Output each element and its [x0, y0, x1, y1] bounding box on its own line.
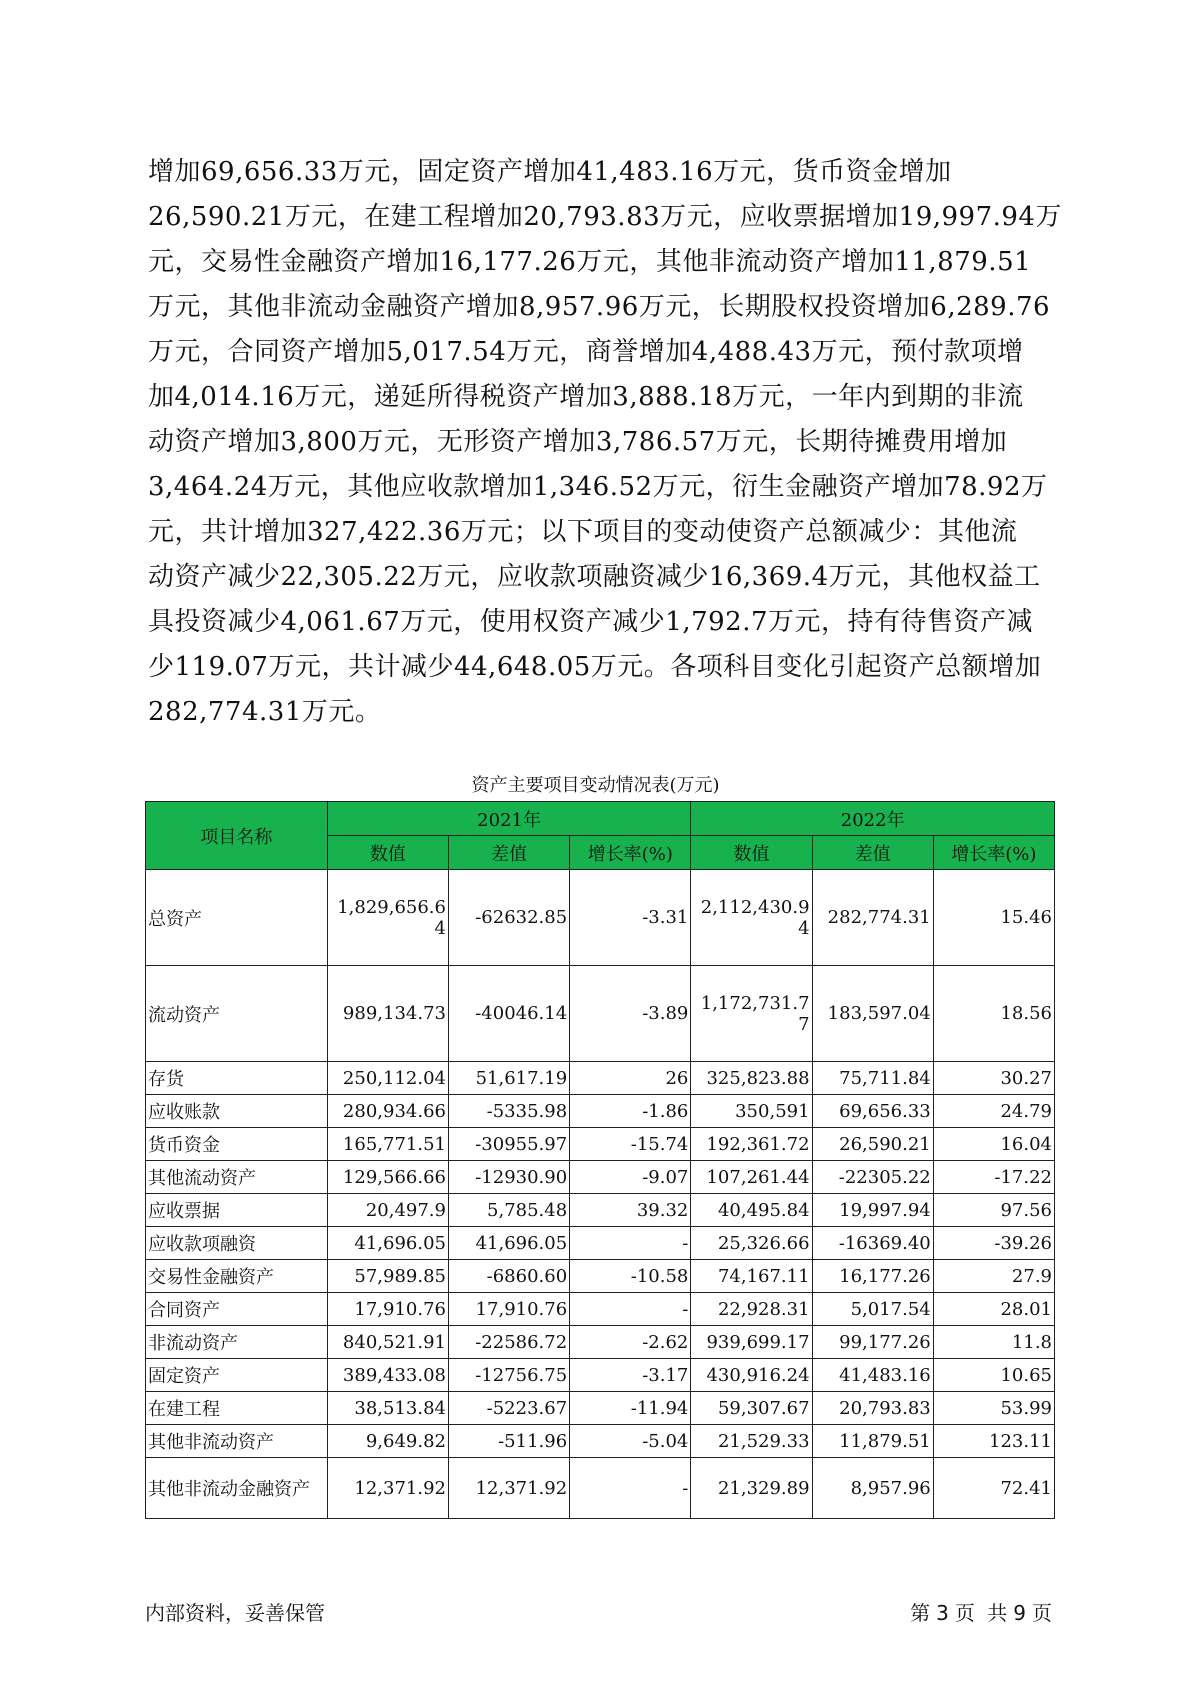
cell: 129,566.66	[327, 1161, 448, 1194]
cell: -5.04	[570, 1425, 691, 1458]
page-label: 页	[954, 1601, 975, 1625]
cell: -15.74	[570, 1128, 691, 1161]
row-name: 应收账款	[146, 1095, 328, 1128]
table-caption: 资产主要项目变动情况表(万元)	[471, 775, 720, 796]
cell: -5223.67	[448, 1392, 569, 1425]
cell: 19,997.94	[812, 1194, 933, 1227]
cell: -12756.75	[448, 1359, 569, 1392]
paragraph-line: 3,464.24万元，其他应收款增加1,346.52万元，衍生金融资产增加78.92万	[148, 472, 1048, 502]
confidential-note: 内部资料，妥善保管	[145, 1601, 325, 1625]
cell: 5,785.48	[448, 1194, 569, 1227]
cell: 12,371.92	[327, 1458, 448, 1519]
table-row	[146, 1161, 1055, 1194]
header-value: 数值	[327, 836, 448, 870]
row-name: 应收款项融资	[146, 1227, 328, 1260]
paragraph-line: 26,590.21万元，在建工程增加20,793.83万元，应收票据增加19,997.94万	[148, 202, 1062, 232]
cell: -9.07	[570, 1161, 691, 1194]
cell: -2.62	[570, 1326, 691, 1359]
cell: 840,521.91	[327, 1326, 448, 1359]
table-row	[146, 1293, 1055, 1326]
cell: -511.96	[448, 1425, 569, 1458]
cell: 16.04	[933, 1128, 1054, 1161]
cell: 26,590.21	[812, 1128, 933, 1161]
cell: -62632.85	[448, 870, 569, 966]
cell: 28.01	[933, 1293, 1054, 1326]
header-year-2021: 2021年	[327, 802, 691, 836]
cell: 69,656.33	[812, 1095, 933, 1128]
cell: 20,793.83	[812, 1392, 933, 1425]
header-growth: 增长率(%)	[570, 836, 691, 870]
cell: 21,529.33	[691, 1425, 812, 1458]
cell: 41,696.05	[327, 1227, 448, 1260]
row-name: 合同资产	[146, 1293, 328, 1326]
row-name: 其他非流动资产	[146, 1425, 328, 1458]
cell: 38,513.84	[327, 1392, 448, 1425]
table-row	[146, 1062, 1055, 1095]
cell: 192,361.72	[691, 1128, 812, 1161]
cell: 27.9	[933, 1260, 1054, 1293]
row-name: 存货	[146, 1062, 328, 1095]
header-diff: 差值	[812, 836, 933, 870]
cell: 17,910.76	[327, 1293, 448, 1326]
cell: 40,495.84	[691, 1194, 812, 1227]
cell: 20,497.9	[327, 1194, 448, 1227]
cell: 75,711.84	[812, 1062, 933, 1095]
row-name: 固定资产	[146, 1359, 328, 1392]
cell: -3.31	[570, 870, 691, 966]
cell: -17.22	[933, 1161, 1054, 1194]
cell: 17,910.76	[448, 1293, 569, 1326]
cell: 9,649.82	[327, 1425, 448, 1458]
cell: 123.11	[933, 1425, 1054, 1458]
cell: 51,617.19	[448, 1062, 569, 1095]
header-year-2022: 2022年	[691, 802, 1055, 836]
paragraph-line: 万元，其他非流动金融资产增加8,957.96万元，长期股权投资增加6,289.76	[148, 292, 1051, 322]
cell: -	[570, 1227, 691, 1260]
table-row	[146, 1326, 1055, 1359]
cell: 350,591	[691, 1095, 812, 1128]
table-row	[146, 1359, 1055, 1392]
cell: -11.94	[570, 1392, 691, 1425]
page-prefix: 第	[910, 1601, 931, 1625]
cell: 59,307.67	[691, 1392, 812, 1425]
paragraph-line: 万元，合同资产增加5,017.54万元，商誉增加4,488.43万元，预付款项增	[148, 337, 1024, 367]
cell: 21,329.89	[691, 1458, 812, 1519]
page-number	[907, 1597, 1055, 1626]
cell: 939,699.17	[691, 1326, 812, 1359]
cell: 280,934.66	[327, 1095, 448, 1128]
cell: 282,774.31	[812, 870, 933, 966]
paragraph-line: 动资产减少22,305.22万元，应收款项融资减少16,369.4万元，其他权益工	[148, 562, 1041, 592]
cell: 325,823.88	[691, 1062, 812, 1095]
asset-change-table	[145, 801, 1055, 1519]
row-name: 在建工程	[146, 1392, 328, 1425]
page-total-label: 页	[1032, 1601, 1052, 1625]
row-name: 总资产	[146, 870, 328, 966]
row-name: 非流动资产	[146, 1326, 328, 1359]
cell: -12930.90	[448, 1161, 569, 1194]
cell: -10.58	[570, 1260, 691, 1293]
cell: 30.27	[933, 1062, 1054, 1095]
cell: -30955.97	[448, 1128, 569, 1161]
cell: -3.17	[570, 1359, 691, 1392]
cell: -39.26	[933, 1227, 1054, 1260]
paragraph-line: 具投资减少4,061.67万元，使用权资产减少1,792.7万元，持有待售资产减	[148, 607, 1034, 637]
table-row	[146, 1227, 1055, 1260]
cell: 72.41	[933, 1458, 1054, 1519]
table-row	[146, 1458, 1055, 1519]
cell: -6860.60	[448, 1260, 569, 1293]
table-row	[146, 1260, 1055, 1293]
paragraph-line: 282,774.31万元。	[148, 697, 382, 727]
paragraph-line: 少119.07万元，共计减少44,648.05万元。各项科目变化引起资产总额增加	[148, 652, 1042, 682]
cell: 97.56	[933, 1194, 1054, 1227]
row-name: 交易性金融资产	[146, 1260, 328, 1293]
cell: -	[570, 1293, 691, 1326]
cell: -5335.98	[448, 1095, 569, 1128]
paragraph-line: 动资产增加3,800万元，无形资产增加3,786.57万元，长期待摊费用增加	[148, 427, 1008, 457]
page-total-prefix: 共	[987, 1601, 1008, 1625]
cell: 22,928.31	[691, 1293, 812, 1326]
cell: 39.32	[570, 1194, 691, 1227]
row-name: 应收票据	[146, 1194, 328, 1227]
cell: 24.79	[933, 1095, 1054, 1128]
cell: 250,112.04	[327, 1062, 448, 1095]
row-name: 其他流动资产	[146, 1161, 328, 1194]
cell: 25,326.66	[691, 1227, 812, 1260]
cell: -22586.72	[448, 1326, 569, 1359]
header-item-name: 项目名称	[146, 802, 328, 870]
table-row	[146, 966, 1055, 1062]
cell: 12,371.92	[448, 1458, 569, 1519]
cell: 41,483.16	[812, 1359, 933, 1392]
cell: 11,879.51	[812, 1425, 933, 1458]
cell: 57,989.85	[327, 1260, 448, 1293]
cell: 8,957.96	[812, 1458, 933, 1519]
cell: 18.56	[933, 966, 1054, 1062]
body-paragraph	[148, 150, 1062, 735]
paragraph-line: 增加69,656.33万元，固定资产增加41,483.16万元，货币资金增加	[148, 157, 952, 187]
cell: 99,177.26	[812, 1326, 933, 1359]
cell: 15.46	[933, 870, 1054, 966]
table-row	[146, 1392, 1055, 1425]
cell: -22305.22	[812, 1161, 933, 1194]
header-growth: 增长率(%)	[933, 836, 1054, 870]
page-total: 9	[1013, 1601, 1026, 1625]
cell: 430,916.24	[691, 1359, 812, 1392]
table-row	[146, 1194, 1055, 1227]
cell: 53.99	[933, 1392, 1054, 1425]
cell: 1,172,731.77	[691, 966, 812, 1062]
table-row	[146, 1128, 1055, 1161]
paragraph-line: 元，交易性金融资产增加16,177.26万元，其他非流动资产增加11,879.51	[148, 247, 1032, 277]
row-name: 其他非流动金融资产	[146, 1458, 328, 1519]
cell: 107,261.44	[691, 1161, 812, 1194]
cell: -	[570, 1458, 691, 1519]
row-name: 流动资产	[146, 966, 328, 1062]
table-row	[146, 1425, 1055, 1458]
cell: 183,597.04	[812, 966, 933, 1062]
cell: -40046.14	[448, 966, 569, 1062]
paragraph-line: 加4,014.16万元，递延所得税资产增加3,888.18万元，一年内到期的非流	[148, 382, 1024, 412]
cell: 16,177.26	[812, 1260, 933, 1293]
cell: 2,112,430.94	[691, 870, 812, 966]
cell: -1.86	[570, 1095, 691, 1128]
cell: -16369.40	[812, 1227, 933, 1260]
cell: -3.89	[570, 966, 691, 1062]
header-diff: 差值	[448, 836, 569, 870]
cell: 11.8	[933, 1326, 1054, 1359]
cell: 165,771.51	[327, 1128, 448, 1161]
table-row	[146, 870, 1055, 966]
page-current: 3	[936, 1601, 949, 1625]
paragraph-line: 元，共计增加327,422.36万元；以下项目的变动使资产总额减少：其他流	[148, 517, 1018, 547]
cell: 989,134.73	[327, 966, 448, 1062]
table-row	[146, 1095, 1055, 1128]
header-value: 数值	[691, 836, 812, 870]
cell: 26	[570, 1062, 691, 1095]
cell: 389,433.08	[327, 1359, 448, 1392]
row-name: 货币资金	[146, 1128, 328, 1161]
cell: 74,167.11	[691, 1260, 812, 1293]
cell: 1,829,656.64	[327, 870, 448, 966]
cell: 5,017.54	[812, 1293, 933, 1326]
cell: 10.65	[933, 1359, 1054, 1392]
cell: 41,696.05	[448, 1227, 569, 1260]
